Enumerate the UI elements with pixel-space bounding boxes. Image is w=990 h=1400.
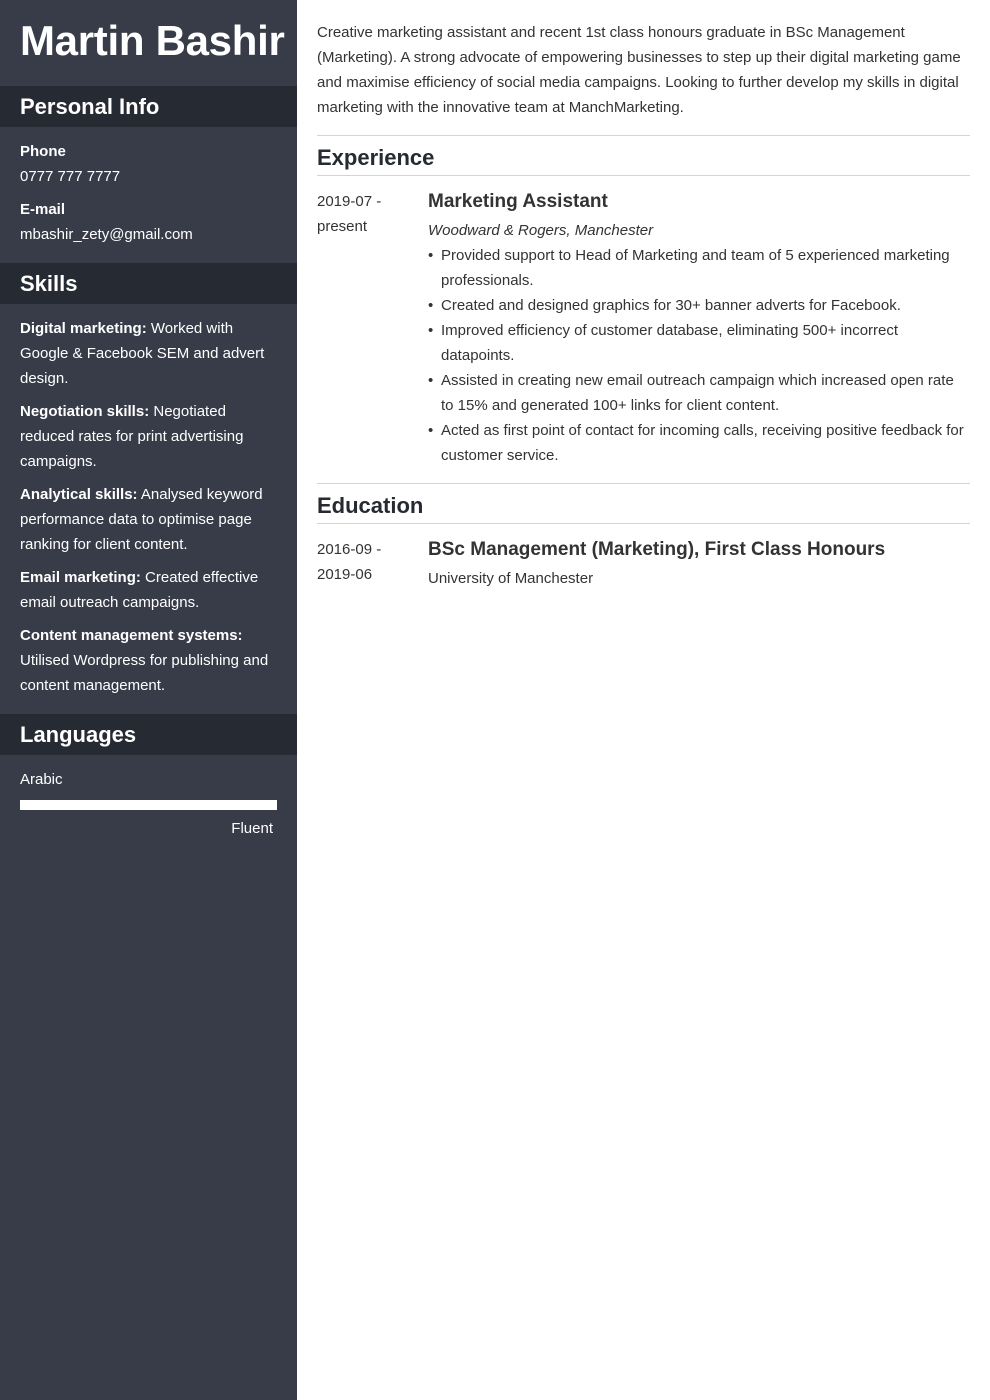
school-name: University of Manchester (428, 570, 594, 587)
skill-desc: Negotiated reduced rates for print advertising campaigns. (20, 403, 244, 470)
skill-desc: Analysed keyword performance data to optimise page ranking for client content. (20, 486, 263, 553)
experience-date (317, 189, 428, 468)
languages-list (0, 755, 297, 857)
language-level-bar (20, 800, 277, 810)
language-item (20, 767, 277, 841)
phone-label: Phone (20, 143, 66, 160)
skill-name: Digital marketing: (20, 320, 147, 337)
profile-summary: Creative marketing assistant and recent 1st class honours graduate in BSc Management (Marketing). A strong advocate of empowering businesses to step up their digital marketing game and maximise efficiency of social media campaigns. Looking to further develop my skills in digital marketing with the innovative team at ManchMarketing. (317, 20, 970, 136)
experience-entry (317, 176, 970, 468)
skill-name: Negotiation skills: (20, 403, 150, 420)
company: Woodward & Rogers, Manchester (428, 222, 654, 239)
experience-body (428, 189, 970, 468)
skill-item (20, 623, 277, 698)
skill-desc: Created effective email outreach campaigns. (20, 569, 259, 611)
experience-section (317, 136, 970, 484)
education-entry (317, 524, 970, 591)
education-section (317, 484, 970, 591)
education-date (317, 537, 428, 591)
education-heading: Education (317, 484, 970, 524)
responsibility-item: • Created and designed graphics for 30+ banner adverts for Facebook. (428, 293, 970, 318)
skill-item (20, 565, 277, 615)
skill-name: Analytical skills: (20, 486, 138, 503)
responsibility-item: • Acted as first point of contact for incoming calls, receiving positive feedback for customer service. (428, 418, 970, 468)
date-end: 2019-06 (317, 566, 373, 583)
responsibilities-list (428, 243, 970, 468)
skill-desc: Utilised Wordpress for publishing and content management. (20, 652, 269, 694)
job-title: Marketing Assistant (428, 191, 608, 212)
personal-info-section (0, 86, 297, 263)
personal-info-heading: Personal Info (0, 86, 297, 127)
skill-item (20, 399, 277, 474)
date-start: 2016-09 - (317, 541, 382, 558)
languages-section (0, 714, 297, 857)
date-start: 2019-07 - (317, 193, 382, 210)
responsibility-item: • Improved efficiency of customer database, eliminating 500+ incorrect datapoints. (428, 318, 970, 368)
skill-item (20, 482, 277, 557)
responsibility-item: • Assisted in creating new email outreach campaign which increased open rate to 15% and generated 100+ links for client content. (428, 368, 970, 418)
responsibility-item: • Provided support to Head of Marketing and team of 5 experienced marketing professionals. (428, 243, 970, 293)
skills-heading: Skills (0, 263, 297, 304)
email-label: E-mail (20, 201, 66, 218)
date-end: present (317, 218, 368, 235)
experience-heading: Experience (317, 136, 970, 176)
skills-list (0, 304, 297, 714)
skill-name: Email marketing: (20, 569, 141, 586)
phone-value: 0777 777 7777 (20, 168, 121, 185)
degree-title: BSc Management (Marketing), First Class Honours (428, 539, 886, 560)
education-body (428, 537, 970, 591)
language-name: Arabic (20, 771, 63, 788)
languages-heading: Languages (0, 714, 297, 755)
main-content (317, 20, 970, 591)
skill-item (20, 316, 277, 391)
personal-info-body (0, 127, 297, 263)
skills-section (0, 263, 297, 714)
skill-desc: Worked with Google & Facebook SEM and advert design. (20, 320, 265, 387)
skill-name: Content management systems: (20, 627, 243, 644)
email-value: mbashir_zety@gmail.com (20, 226, 193, 243)
sidebar (0, 0, 297, 1400)
candidate-name: Martin Bashir (20, 17, 285, 64)
language-level: Fluent (231, 820, 273, 837)
